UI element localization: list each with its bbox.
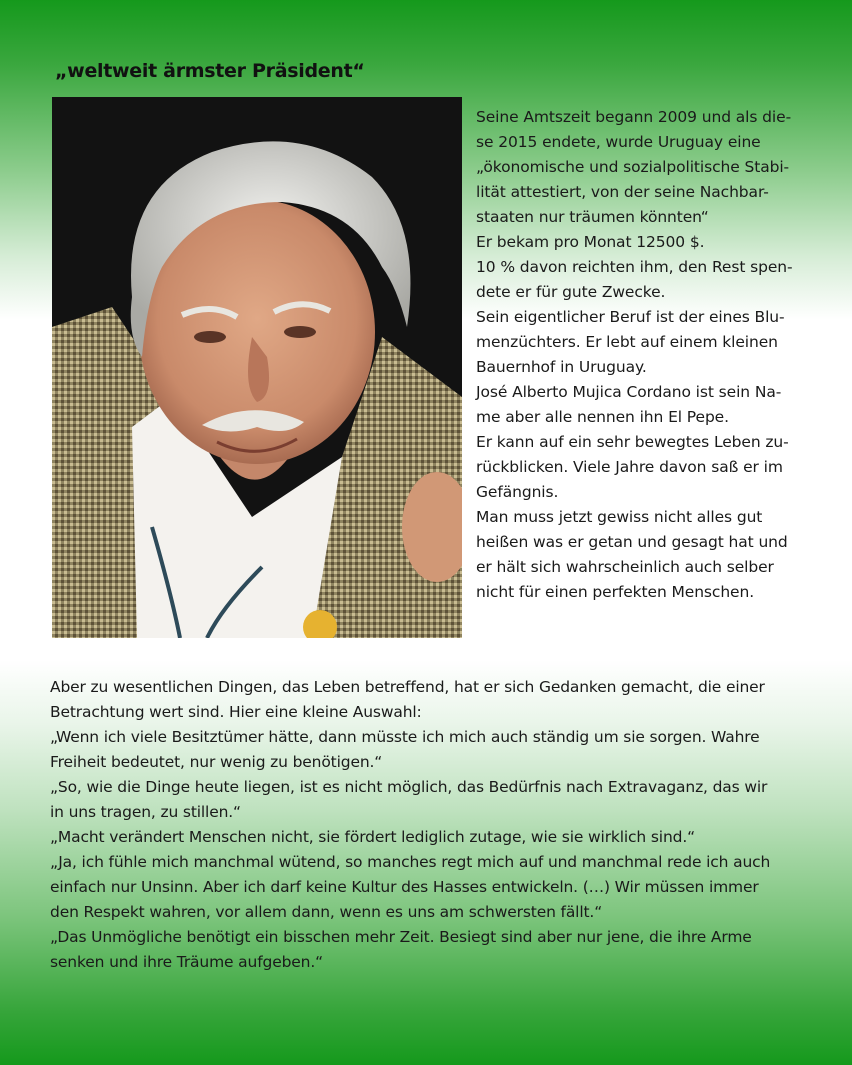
side-text-line: se 2015 endete, wurde Uruguay eine <box>476 133 761 151</box>
side-text-line: me aber alle nennen ihn El Pepe. <box>476 408 729 426</box>
side-text-line: menzüchters. Er lebt auf einem kleinen <box>476 333 778 351</box>
quote-text-line: einfach nur Unsinn. Aber ich darf keine Kultur des Hasses entwickeln. (…) Wir müssen immer <box>50 878 759 896</box>
quote-text-line: Aber zu wesentlichen Dingen, das Leben betreffend, hat er sich Gedanken gemacht, die einer <box>50 678 765 696</box>
side-text-line: heißen was er getan und gesagt hat und <box>476 533 788 551</box>
portrait-illustration <box>52 97 462 638</box>
side-text-line: lität attestiert, von der seine Nachbar- <box>476 183 769 201</box>
quote-text-line: Freiheit bedeutet, nur wenig zu benötigen.“ <box>50 753 383 771</box>
side-text-line: José Alberto Mujica Cordano ist sein Na- <box>476 383 782 401</box>
quote-text-line: „Das Unmögliche benötigt ein bisschen mehr Zeit. Besiegt sind aber nur jene, die ihre Arme <box>50 928 752 946</box>
side-text-line: er hält sich wahrscheinlich auch selber <box>476 558 774 576</box>
portrait-photo <box>52 97 462 638</box>
quote-text-line: „Macht verändert Menschen nicht, sie fördert lediglich zutage, wie sie wirklich sind.“ <box>50 828 695 846</box>
quote-text-line: „Ja, ich fühle mich manchmal wütend, so manches regt mich auf und manchmal rede ich auch <box>50 853 771 871</box>
page-title: „weltweit ärmster Präsident“ <box>55 60 365 82</box>
side-text-line: Er bekam pro Monat 12500 $. <box>476 233 705 251</box>
side-text-line: Bauernhof in Uruguay. <box>476 358 647 376</box>
side-text-line: „ökonomische und sozialpolitische Stabi- <box>476 158 790 176</box>
quote-text-line: den Respekt wahren, vor allem dann, wenn es uns am schwersten fällt.“ <box>50 903 603 921</box>
quotes-text-block <box>50 675 810 975</box>
quote-text-line: „Wenn ich viele Besitztümer hätte, dann müsste ich mich auch ständig um sie sorgen. Wahre <box>50 728 760 746</box>
side-text-block <box>476 105 816 605</box>
quote-text-line: senken und ihre Träume aufgeben.“ <box>50 953 323 971</box>
side-text-line: Gefängnis. <box>476 483 559 501</box>
side-text-line: Er kann auf ein sehr bewegtes Leben zu- <box>476 433 789 451</box>
side-text-line: staaten nur träumen könnten“ <box>476 208 709 226</box>
side-text-line: Sein eigentlicher Beruf ist der eines Blu- <box>476 308 785 326</box>
side-text-line: rückblicken. Viele Jahre davon saß er im <box>476 458 783 476</box>
side-text-line: Seine Amtszeit begann 2009 und als die- <box>476 108 792 126</box>
quote-text-line: „So, wie die Dinge heute liegen, ist es nicht möglich, das Bedürfnis nach Extravaganz, das wir <box>50 778 768 796</box>
side-text-line: Man muss jetzt gewiss nicht alles gut <box>476 508 763 526</box>
side-text-line: nicht für einen perfekten Menschen. <box>476 583 755 601</box>
side-text-line: 10 % davon reichten ihm, den Rest spen- <box>476 258 793 276</box>
quote-text-line: Betrachtung wert sind. Hier eine kleine Auswahl: <box>50 703 422 721</box>
quote-text-line: in uns tragen, zu stillen.“ <box>50 803 241 821</box>
side-text-line: dete er für gute Zwecke. <box>476 283 666 301</box>
